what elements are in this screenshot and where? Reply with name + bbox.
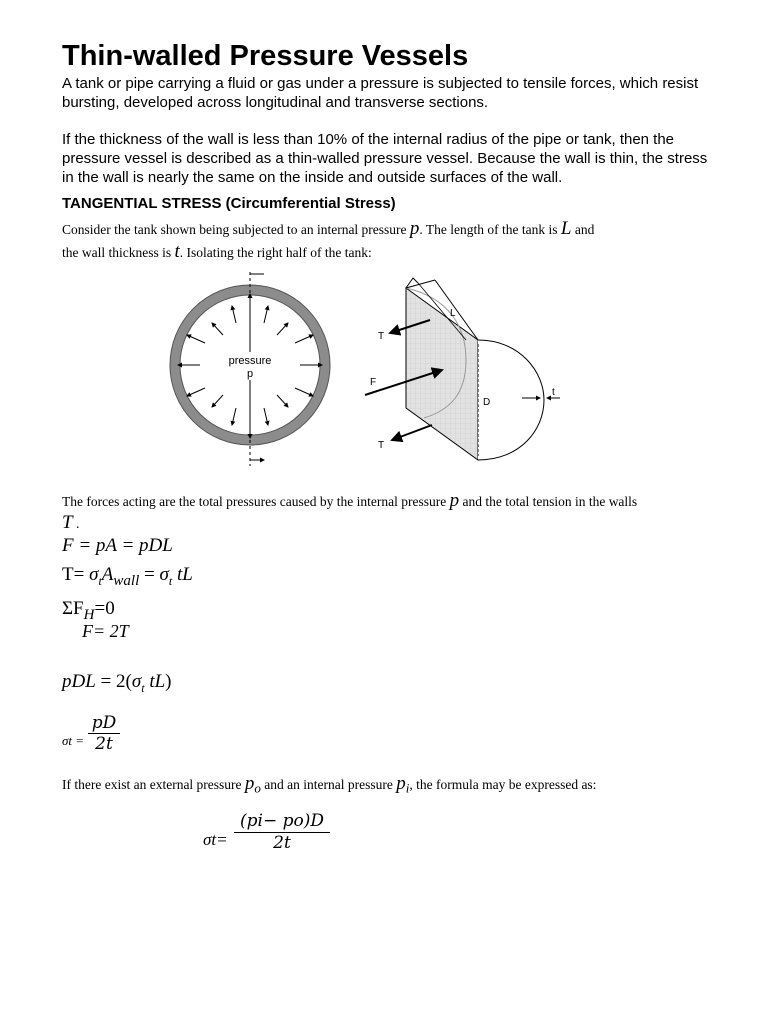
- equation-F-2T: F= 2T: [82, 621, 129, 641]
- sigma-t-lhs-1: σt =: [62, 733, 85, 748]
- page-title: Thin-walled Pressure Vessels: [62, 40, 469, 72]
- L-label: L: [450, 308, 456, 319]
- half-tank-figure: [365, 278, 560, 460]
- intro-paragraph-2: If the thickness of the wall is less than 10% of the internal radius of the pipe or tank, then the pressure vessel is described as a thin-walled pressure vessel. Because the wall is thin, the stress in the wall is nearly the same on the inside and outside surfaces of the wall.: [62, 131, 708, 186]
- section-heading: TANGENTIAL STRESS (Circumferential Stress): [62, 195, 396, 212]
- equation-pDL: pDL = $2(\sigma_t$ tL): [62, 671, 172, 695]
- F-label: F: [370, 377, 377, 388]
- external-pressure-text: If there exist an external pressure $p_o$ and an internal pressure $p_i$, the formula may be expressed as:: [62, 773, 597, 796]
- forces-text-line: The forces acting are the total pressures caused by the internal pressure p and the total tension in the walls: [62, 490, 638, 511]
- ring-cross-section: [170, 272, 330, 466]
- sigma-t-lhs-2: σt=: [203, 830, 228, 849]
- equation-T: $T= \sigma_tA_{wall} = \sigma_t$ tL: [62, 564, 193, 589]
- section-text-line-1: Consider the tank shown being subjected to an internal pressure p. The length of the tank is L and: [62, 218, 595, 239]
- equation-F: F = pA = pDL: [62, 535, 173, 556]
- pressure-label: pressure: [228, 355, 272, 367]
- T-bottom-label: T: [378, 440, 385, 451]
- t-label: t: [552, 387, 555, 398]
- sigma-t-fraction-1: pD 2t: [88, 713, 120, 754]
- T-top-label: T: [378, 331, 385, 342]
- equation-sum-FH: $\Sigma F_H=0$: [62, 598, 115, 623]
- D-label: D: [483, 397, 491, 408]
- forces-text-T: T .: [62, 512, 80, 533]
- intro-paragraph-1: A tank or pipe carrying a fluid or gas under a pressure is subjected to tensile forces, which resist bursting, developed across longitudinal and transverse sections.: [62, 75, 699, 111]
- pressure-vessel-figure: [160, 268, 580, 478]
- section-text-line-2: the wall thickness is t. Isolating the right half of the tank:: [62, 241, 372, 262]
- sigma-t-fraction-2: (pi− po)D 2t: [234, 811, 330, 854]
- p-label: p: [246, 368, 254, 380]
